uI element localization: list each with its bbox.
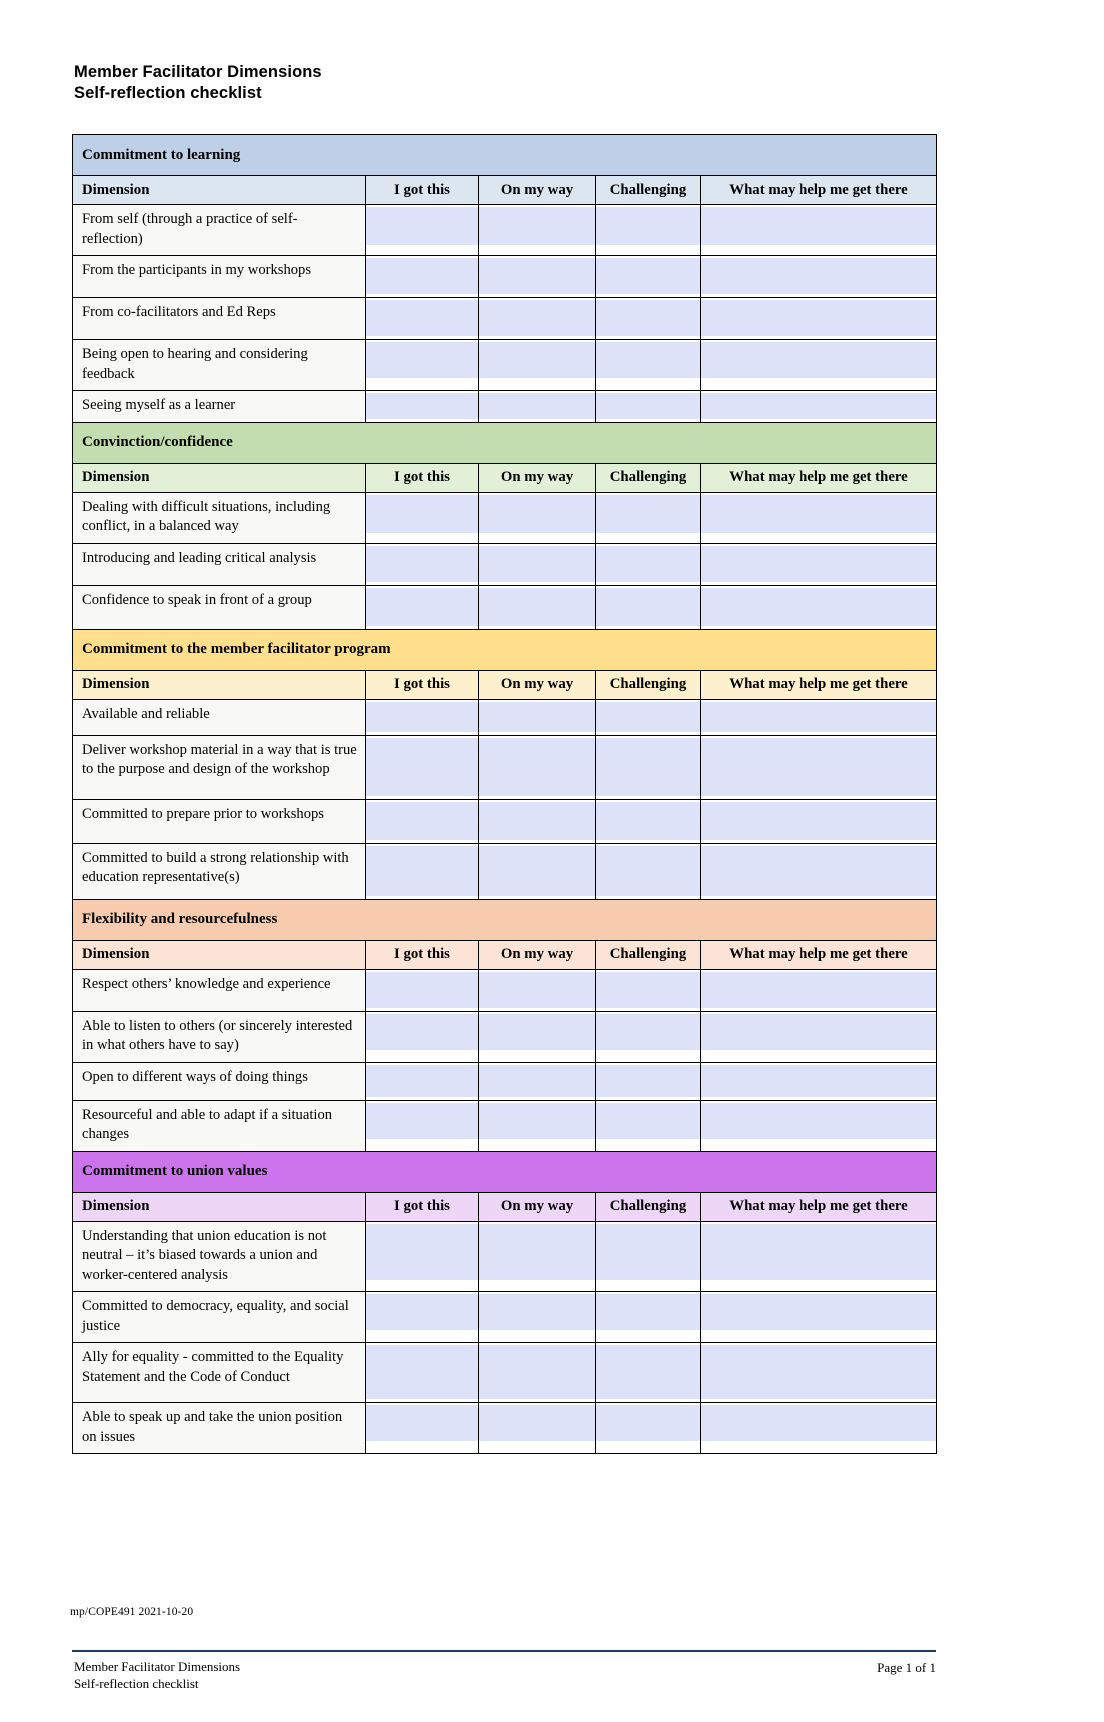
- form-field-box[interactable]: [366, 1294, 478, 1330]
- answer-field-got-this[interactable]: [366, 1062, 479, 1100]
- form-field-box[interactable]: [366, 342, 478, 378]
- form-field-box[interactable]: [366, 495, 478, 533]
- form-field-box[interactable]: [701, 1103, 936, 1139]
- section-title: Flexibility and resourcefulness: [73, 899, 937, 940]
- column-header-dimension: Dimension: [73, 176, 366, 205]
- column-header-row: [73, 940, 937, 969]
- form-field-box[interactable]: [596, 1345, 700, 1399]
- column-header-dimension: Dimension: [73, 463, 366, 492]
- answer-field-help[interactable]: [701, 699, 937, 735]
- column-header-help: What may help me get there: [701, 1192, 937, 1221]
- answer-field-got-this[interactable]: [366, 391, 479, 423]
- page-title-line2: Self-reflection checklist: [74, 84, 262, 102]
- form-field-box[interactable]: [366, 802, 478, 840]
- form-field-box[interactable]: [366, 300, 478, 336]
- answer-field-help[interactable]: [701, 843, 937, 899]
- table-row: [73, 1343, 937, 1403]
- answer-field-challenging[interactable]: [596, 1403, 701, 1454]
- answer-field-got-this[interactable]: [366, 735, 479, 799]
- answer-field-on-my-way[interactable]: [479, 1100, 596, 1151]
- column-header-on-my-way: On my way: [479, 670, 596, 699]
- answer-field-challenging[interactable]: [596, 969, 701, 1011]
- answer-field-challenging[interactable]: [596, 543, 701, 585]
- answer-field-challenging[interactable]: [596, 492, 701, 543]
- form-field-box[interactable]: [366, 1224, 478, 1280]
- answer-field-got-this[interactable]: [366, 969, 479, 1011]
- answer-field-challenging[interactable]: [596, 340, 701, 391]
- footer-line2: Self-reflection checklist: [74, 1676, 199, 1691]
- answer-field-help[interactable]: [701, 969, 937, 1011]
- answer-field-challenging[interactable]: [596, 298, 701, 340]
- answer-field-help[interactable]: [701, 543, 937, 585]
- column-header-on-my-way: On my way: [479, 176, 596, 205]
- dimension-label: Ally for equality - committed to the Equality Statement and the Code of Conduct: [73, 1343, 366, 1403]
- form-field-box[interactable]: [701, 1405, 936, 1441]
- answer-field-on-my-way[interactable]: [479, 969, 596, 1011]
- form-field-box[interactable]: [701, 393, 936, 419]
- dimension-label: Being open to hearing and considering feedback: [73, 340, 366, 391]
- form-field-box[interactable]: [479, 802, 595, 840]
- table-row: [73, 205, 937, 256]
- answer-field-on-my-way[interactable]: [479, 298, 596, 340]
- answer-field-on-my-way[interactable]: [479, 1062, 596, 1100]
- column-header-on-my-way: On my way: [479, 463, 596, 492]
- answer-field-help[interactable]: [701, 492, 937, 543]
- answer-field-got-this[interactable]: [366, 1403, 479, 1454]
- form-field-box[interactable]: [596, 495, 700, 533]
- form-field-box[interactable]: [701, 1065, 936, 1097]
- form-field-box[interactable]: [596, 207, 700, 245]
- answer-field-got-this[interactable]: [366, 298, 479, 340]
- footer-divider: [72, 1650, 936, 1652]
- column-header-help: What may help me get there: [701, 463, 937, 492]
- form-field-box[interactable]: [479, 258, 595, 294]
- form-field-box[interactable]: [366, 1014, 478, 1050]
- form-field-box[interactable]: [701, 546, 936, 582]
- answer-field-help[interactable]: [701, 585, 937, 629]
- form-field-box[interactable]: [701, 300, 936, 336]
- answer-field-challenging[interactable]: [596, 1100, 701, 1151]
- answer-field-got-this[interactable]: [366, 1221, 479, 1292]
- answer-field-on-my-way[interactable]: [479, 340, 596, 391]
- section-title: Convinction/confidence: [73, 422, 937, 463]
- form-field-box[interactable]: [366, 702, 478, 732]
- form-field-box[interactable]: [366, 207, 478, 245]
- section-title: Commitment to the member facilitator program: [73, 629, 937, 670]
- footer-page-number: Page 1 of 1: [877, 1660, 936, 1675]
- form-field-box[interactable]: [479, 207, 595, 245]
- answer-field-help[interactable]: [701, 1221, 937, 1292]
- answer-field-on-my-way[interactable]: [479, 843, 596, 899]
- answer-field-challenging[interactable]: [596, 1011, 701, 1062]
- answer-field-on-my-way[interactable]: [479, 492, 596, 543]
- column-header-row: [73, 1192, 937, 1221]
- dimension-label: Committed to build a strong relationship with education representative(s): [73, 843, 366, 899]
- form-field-box[interactable]: [366, 846, 478, 896]
- table-row: [73, 843, 937, 899]
- answer-field-challenging[interactable]: [596, 585, 701, 629]
- dimension-label: Open to different ways of doing things: [73, 1062, 366, 1100]
- dimension-label: Confidence to speak in front of a group: [73, 585, 366, 629]
- answer-field-on-my-way[interactable]: [479, 1292, 596, 1343]
- answer-field-challenging[interactable]: [596, 1343, 701, 1403]
- table-row: [73, 391, 937, 423]
- dimension-label: Able to listen to others (or sincerely interested in what others have to say): [73, 1011, 366, 1062]
- form-field-box[interactable]: [479, 393, 595, 419]
- column-header-help: What may help me get there: [701, 176, 937, 205]
- answer-field-on-my-way[interactable]: [479, 735, 596, 799]
- section-title: Commitment to union values: [73, 1151, 937, 1192]
- column-header-on-my-way: On my way: [479, 1192, 596, 1221]
- form-field-box[interactable]: [596, 300, 700, 336]
- answer-field-challenging[interactable]: [596, 799, 701, 843]
- answer-field-on-my-way[interactable]: [479, 585, 596, 629]
- answer-field-on-my-way[interactable]: [479, 1343, 596, 1403]
- form-field-box[interactable]: [701, 1294, 936, 1330]
- table-row: [73, 699, 937, 735]
- column-header-dimension: Dimension: [73, 670, 366, 699]
- footer-line1: Member Facilitator Dimensions: [74, 1659, 241, 1674]
- form-field-box[interactable]: [366, 588, 478, 626]
- column-header-got-this: I got this: [366, 463, 479, 492]
- page-title-line1: Member Facilitator Dimensions: [74, 63, 322, 81]
- answer-field-help[interactable]: [701, 1011, 937, 1062]
- form-field-box[interactable]: [701, 702, 936, 732]
- form-field-box[interactable]: [596, 258, 700, 294]
- column-header-dimension: Dimension: [73, 1192, 366, 1221]
- section-title-row: [73, 1151, 937, 1192]
- answer-field-got-this[interactable]: [366, 699, 479, 735]
- answer-field-challenging[interactable]: [596, 843, 701, 899]
- answer-field-challenging[interactable]: [596, 1221, 701, 1292]
- dimension-label: Understanding that union education is not neutral – it’s biased towards a union and worker-centered analysis: [73, 1221, 366, 1292]
- column-header-got-this: I got this: [366, 1192, 479, 1221]
- form-field-box[interactable]: [479, 546, 595, 582]
- answer-field-on-my-way[interactable]: [479, 1011, 596, 1062]
- answer-field-got-this[interactable]: [366, 1011, 479, 1062]
- form-field-box[interactable]: [366, 1405, 478, 1441]
- answer-field-got-this[interactable]: [366, 843, 479, 899]
- form-field-box[interactable]: [479, 588, 595, 626]
- answer-field-help[interactable]: [701, 256, 937, 298]
- section-title-row: [73, 135, 937, 176]
- column-header-help: What may help me get there: [701, 940, 937, 969]
- form-field-box[interactable]: [701, 342, 936, 378]
- table-row: [73, 256, 937, 298]
- answer-field-got-this[interactable]: [366, 256, 479, 298]
- form-field-box[interactable]: [701, 495, 936, 533]
- form-field-box[interactable]: [479, 1224, 595, 1280]
- table-row: [73, 969, 937, 1011]
- table-row: [73, 1403, 937, 1454]
- table-row: [73, 492, 937, 543]
- answer-field-got-this[interactable]: [366, 492, 479, 543]
- form-field-box[interactable]: [479, 702, 595, 732]
- form-field-box[interactable]: [596, 702, 700, 732]
- answer-field-challenging[interactable]: [596, 1292, 701, 1343]
- form-field-box[interactable]: [479, 1014, 595, 1050]
- form-field-box[interactable]: [596, 738, 700, 796]
- column-header-challenging: Challenging: [596, 670, 701, 699]
- table-row: [73, 1221, 937, 1292]
- form-field-box[interactable]: [596, 393, 700, 419]
- table-row: [73, 585, 937, 629]
- answer-field-got-this[interactable]: [366, 799, 479, 843]
- form-field-box[interactable]: [596, 588, 700, 626]
- dimension-label: Seeing myself as a learner: [73, 391, 366, 423]
- column-header-help: What may help me get there: [701, 670, 937, 699]
- form-field-box[interactable]: [479, 846, 595, 896]
- form-field-box[interactable]: [479, 1103, 595, 1139]
- answer-field-help[interactable]: [701, 205, 937, 256]
- answer-field-help[interactable]: [701, 1100, 937, 1151]
- form-field-box[interactable]: [701, 738, 936, 796]
- form-field-box[interactable]: [596, 1224, 700, 1280]
- answer-field-got-this[interactable]: [366, 1292, 479, 1343]
- dimension-label: From the participants in my workshops: [73, 256, 366, 298]
- self-reflection-checklist-table: [72, 134, 937, 1454]
- answer-field-got-this[interactable]: [366, 205, 479, 256]
- column-header-row: [73, 670, 937, 699]
- form-field-box[interactable]: [366, 546, 478, 582]
- form-field-box[interactable]: [366, 1345, 478, 1399]
- answer-field-help[interactable]: [701, 1062, 937, 1100]
- form-field-box[interactable]: [596, 1405, 700, 1441]
- column-header-got-this: I got this: [366, 940, 479, 969]
- form-field-box[interactable]: [479, 1405, 595, 1441]
- form-field-box[interactable]: [596, 546, 700, 582]
- column-header-row: [73, 463, 937, 492]
- dimension-label: Dealing with difficult situations, including conflict, in a balanced way: [73, 492, 366, 543]
- answer-field-got-this[interactable]: [366, 1100, 479, 1151]
- column-header-got-this: I got this: [366, 670, 479, 699]
- dimension-label: From co-facilitators and Ed Reps: [73, 298, 366, 340]
- form-field-box[interactable]: [596, 1014, 700, 1050]
- form-field-box[interactable]: [366, 258, 478, 294]
- cope-reference: mp/COPE491 2021-10-20: [70, 1606, 194, 1618]
- dimension-label: Introducing and leading critical analysis: [73, 543, 366, 585]
- answer-field-got-this[interactable]: [366, 543, 479, 585]
- answer-field-on-my-way[interactable]: [479, 256, 596, 298]
- column-header-on-my-way: On my way: [479, 940, 596, 969]
- form-field-box[interactable]: [366, 738, 478, 796]
- page-title: [74, 62, 322, 104]
- form-field-box[interactable]: [596, 1103, 700, 1139]
- answer-field-on-my-way[interactable]: [479, 543, 596, 585]
- column-header-challenging: Challenging: [596, 1192, 701, 1221]
- answer-field-help[interactable]: [701, 1403, 937, 1454]
- form-field-box[interactable]: [701, 588, 936, 626]
- column-header-got-this: I got this: [366, 176, 479, 205]
- form-field-box[interactable]: [701, 207, 936, 245]
- table-row: [73, 298, 937, 340]
- dimension-label: Deliver workshop material in a way that is true to the purpose and design of the workshop: [73, 735, 366, 799]
- answer-field-help[interactable]: [701, 799, 937, 843]
- form-field-box[interactable]: [701, 846, 936, 896]
- table-row: [73, 799, 937, 843]
- answer-field-challenging[interactable]: [596, 1062, 701, 1100]
- form-field-box[interactable]: [479, 738, 595, 796]
- dimension-label: Committed to prepare prior to workshops: [73, 799, 366, 843]
- column-header-challenging: Challenging: [596, 463, 701, 492]
- form-field-box[interactable]: [701, 1014, 936, 1050]
- table-row: [73, 543, 937, 585]
- answer-field-got-this[interactable]: [366, 340, 479, 391]
- answer-field-challenging[interactable]: [596, 391, 701, 423]
- answer-field-challenging[interactable]: [596, 256, 701, 298]
- form-field-box[interactable]: [596, 1294, 700, 1330]
- column-header-row: [73, 176, 937, 205]
- section-title: Commitment to learning: [73, 135, 937, 176]
- form-field-box[interactable]: [596, 1065, 700, 1097]
- section-title-row: [73, 899, 937, 940]
- form-field-box[interactable]: [479, 342, 595, 378]
- column-header-challenging: Challenging: [596, 176, 701, 205]
- answer-field-challenging[interactable]: [596, 205, 701, 256]
- column-header-dimension: Dimension: [73, 940, 366, 969]
- answer-field-got-this[interactable]: [366, 1343, 479, 1403]
- answer-field-on-my-way[interactable]: [479, 699, 596, 735]
- answer-field-help[interactable]: [701, 298, 937, 340]
- form-field-box[interactable]: [479, 1065, 595, 1097]
- answer-field-on-my-way[interactable]: [479, 1221, 596, 1292]
- answer-field-help[interactable]: [701, 1292, 937, 1343]
- answer-field-got-this[interactable]: [366, 585, 479, 629]
- dimension-label: From self (through a practice of self-reflection): [73, 205, 366, 256]
- form-field-box[interactable]: [701, 258, 936, 294]
- answer-field-on-my-way[interactable]: [479, 1403, 596, 1454]
- form-field-box[interactable]: [479, 972, 595, 1008]
- table-row: [73, 735, 937, 799]
- answer-field-challenging[interactable]: [596, 699, 701, 735]
- dimension-label: Respect others’ knowledge and experience: [73, 969, 366, 1011]
- section-title-row: [73, 629, 937, 670]
- answer-field-challenging[interactable]: [596, 735, 701, 799]
- answer-field-on-my-way[interactable]: [479, 391, 596, 423]
- dimension-label: Resourceful and able to adapt if a situation changes: [73, 1100, 366, 1151]
- form-field-box[interactable]: [596, 802, 700, 840]
- form-field-box[interactable]: [701, 1345, 936, 1399]
- answer-field-help[interactable]: [701, 1343, 937, 1403]
- dimension-label: Able to speak up and take the union position on issues: [73, 1403, 366, 1454]
- answer-field-help[interactable]: [701, 340, 937, 391]
- section-title-row: [73, 422, 937, 463]
- table-row: [73, 1100, 937, 1151]
- dimension-label: Committed to democracy, equality, and social justice: [73, 1292, 366, 1343]
- form-field-box[interactable]: [479, 1294, 595, 1330]
- form-field-box[interactable]: [479, 1345, 595, 1399]
- form-field-box[interactable]: [479, 495, 595, 533]
- table-row: [73, 340, 937, 391]
- form-field-box[interactable]: [596, 972, 700, 1008]
- table-row: [73, 1062, 937, 1100]
- answer-field-on-my-way[interactable]: [479, 799, 596, 843]
- answer-field-help[interactable]: [701, 735, 937, 799]
- form-field-box[interactable]: [596, 846, 700, 896]
- table-row: [73, 1292, 937, 1343]
- form-field-box[interactable]: [479, 300, 595, 336]
- answer-field-on-my-way[interactable]: [479, 205, 596, 256]
- form-field-box[interactable]: [596, 342, 700, 378]
- form-field-box[interactable]: [366, 1103, 478, 1139]
- form-field-box[interactable]: [366, 393, 478, 419]
- form-field-box[interactable]: [701, 972, 936, 1008]
- dimension-label: Available and reliable: [73, 699, 366, 735]
- form-field-box[interactable]: [366, 972, 478, 1008]
- form-field-box[interactable]: [701, 1224, 936, 1280]
- table-row: [73, 1011, 937, 1062]
- form-field-box[interactable]: [366, 1065, 478, 1097]
- form-field-box[interactable]: [701, 802, 936, 840]
- answer-field-help[interactable]: [701, 391, 937, 423]
- column-header-challenging: Challenging: [596, 940, 701, 969]
